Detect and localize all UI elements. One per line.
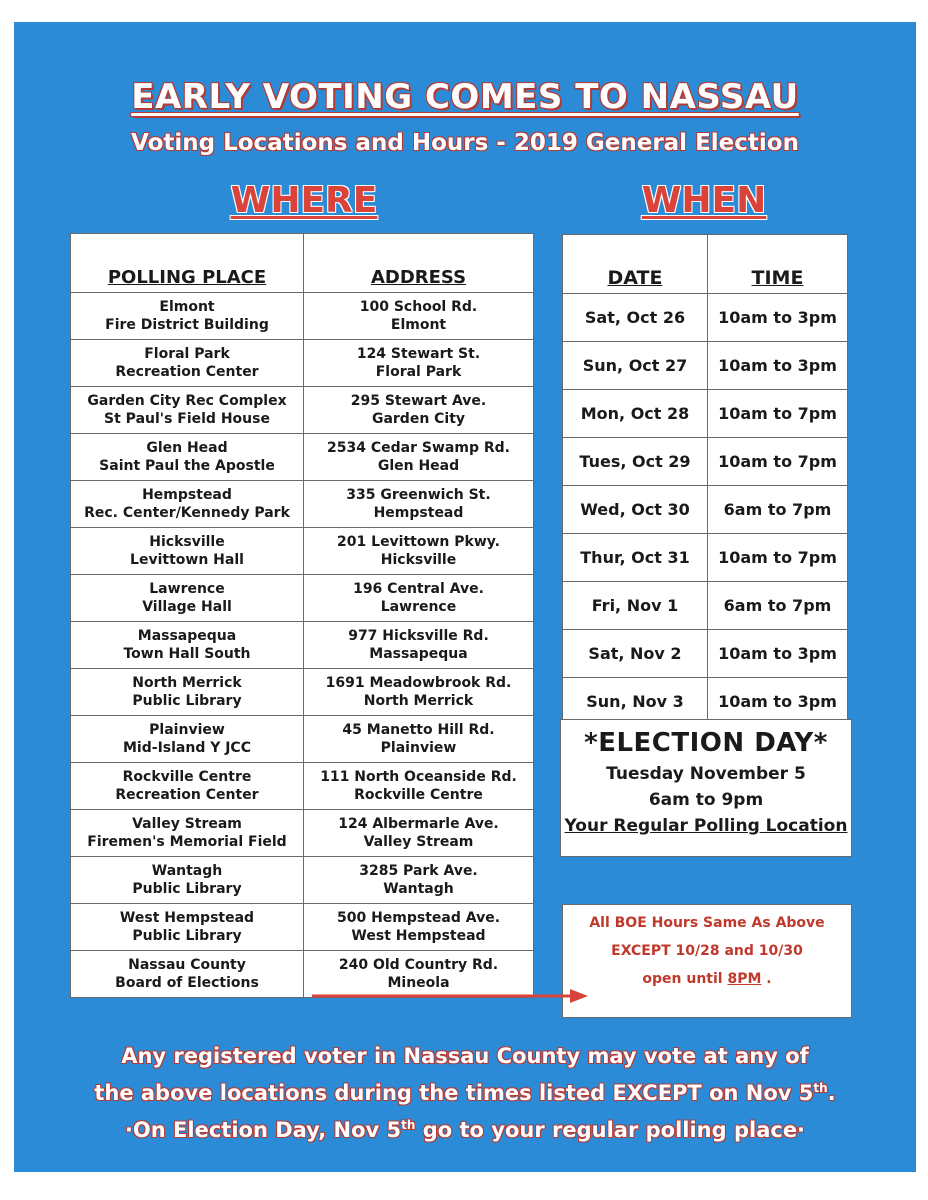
date-cell: Tues, Oct 29 (563, 438, 708, 486)
polling-place-cell (71, 622, 304, 669)
address-cell (304, 669, 534, 716)
footer-line2-text: the above locations during the times listed EXCEPT on Nov 5 (94, 1081, 814, 1105)
table-row (563, 534, 848, 582)
place-line1: Garden City Rec Complex (87, 393, 287, 409)
polling-place-cell (71, 810, 304, 857)
place-line1: Glen Head (146, 440, 228, 456)
election-day-date: Tuesday November 5 (606, 764, 806, 784)
date-cell: Mon, Oct 28 (563, 390, 708, 438)
place-line1: Plainview (149, 722, 225, 738)
polling-place-cell (71, 340, 304, 387)
footer-line3 (14, 1109, 916, 1146)
place-line2: Saint Paul the Apostle (99, 458, 275, 474)
address-line1: 240 Old Country Rd. (338, 957, 499, 973)
address-line2: Lawrence (380, 599, 457, 615)
address-line1: 3285 Park Ave. (359, 863, 478, 879)
table-row (71, 481, 534, 528)
address-cell (304, 293, 534, 340)
polling-place-cell (71, 716, 304, 763)
time-cell: 10am to 3pm (708, 678, 848, 726)
place-line2: Public Library (132, 928, 242, 944)
polling-place-cell (71, 857, 304, 904)
address-line2: Rockville Centre (354, 787, 483, 803)
footer-line2 (14, 1072, 916, 1109)
place-line1: Hempstead (142, 487, 232, 503)
table-row (71, 669, 534, 716)
address-line2: Mineola (387, 975, 450, 991)
polling-place-cell (71, 951, 304, 998)
address-line2: West Hempstead (351, 928, 486, 944)
place-line1: Elmont (159, 299, 215, 315)
address-cell (304, 763, 534, 810)
place-line1: West Hempstead (119, 910, 255, 926)
date-cell: Sat, Nov 2 (563, 630, 708, 678)
address-line1: 2534 Cedar Swamp Rd. (327, 440, 510, 456)
place-line1: Wantagh (151, 863, 223, 879)
place-line2: Recreation Center (115, 364, 259, 380)
footer-line2-sup: th (813, 1081, 828, 1095)
boe-hours-note (562, 904, 852, 1018)
flyer (14, 22, 916, 1172)
place-line2: Mid-Island Y JCC (123, 740, 251, 756)
when-heading: WHEN (641, 180, 767, 221)
address-cell (304, 716, 534, 763)
address-cell (304, 528, 534, 575)
address-line1: 111 North Oceanside Rd. (320, 769, 517, 785)
polling-place-cell (71, 293, 304, 340)
address-header: ADDRESS (304, 234, 534, 293)
address-cell (304, 904, 534, 951)
footer-line3-sup: th (401, 1118, 416, 1132)
table-row (71, 763, 534, 810)
address-line2: Floral Park (375, 364, 462, 380)
boe-note-suffix: . (766, 971, 772, 987)
table-row (563, 630, 848, 678)
place-line1: Rockville Centre (122, 769, 252, 785)
where-heading: WHERE (230, 180, 378, 221)
time-cell: 10am to 7pm (708, 438, 848, 486)
place-line2: Levittown Hall (130, 552, 244, 568)
address-line1: 124 Albermarle Ave. (338, 816, 499, 832)
polling-place-cell (71, 481, 304, 528)
address-cell (304, 481, 534, 528)
address-line1: 335 Greenwich St. (346, 487, 491, 503)
polling-place-header: POLLING PLACE (71, 234, 304, 293)
address-cell (304, 857, 534, 904)
table-header-row (71, 234, 534, 293)
place-line2: Public Library (132, 693, 242, 709)
address-line2: North Merrick (363, 693, 474, 709)
arrow-icon (312, 986, 592, 1006)
place-line2: Recreation Center (115, 787, 259, 803)
polling-place-cell (71, 904, 304, 951)
table-row (71, 904, 534, 951)
table-row (71, 434, 534, 481)
address-line1: 100 School Rd. (359, 299, 478, 315)
boe-note-prefix: open until (642, 971, 723, 987)
place-line2: Firemen's Memorial Field (87, 834, 287, 850)
time-cell: 6am to 7pm (708, 582, 848, 630)
place-line1: Massapequa (137, 628, 237, 644)
polling-place-cell (71, 669, 304, 716)
address-cell (304, 434, 534, 481)
polling-place-cell (71, 763, 304, 810)
table-row (71, 575, 534, 622)
address-line1: 124 Stewart St. (356, 346, 481, 362)
polling-place-cell (71, 434, 304, 481)
address-line2: Glen Head (377, 458, 460, 474)
table-row (71, 387, 534, 434)
place-line2: Village Hall (142, 599, 232, 615)
address-line2: Plainview (380, 740, 457, 756)
table-row (563, 294, 848, 342)
time-cell: 6am to 7pm (708, 486, 848, 534)
place-line2: Board of Elections (115, 975, 259, 991)
election-day-hours: 6am to 9pm (648, 790, 764, 810)
table-row (71, 293, 534, 340)
date-cell: Sun, Oct 27 (563, 342, 708, 390)
date-cell: Thur, Oct 31 (563, 534, 708, 582)
time-cell: 10am to 7pm (708, 534, 848, 582)
place-line1: Lawrence (149, 581, 225, 597)
table-row (563, 582, 848, 630)
place-line2: Rec. Center/Kennedy Park (84, 505, 290, 521)
address-cell (304, 387, 534, 434)
address-cell (304, 622, 534, 669)
table-row (71, 716, 534, 763)
address-line2: Elmont (390, 317, 447, 333)
table-row (563, 342, 848, 390)
time-cell: 10am to 3pm (708, 630, 848, 678)
polling-places-table (70, 233, 534, 998)
boe-note-line2: EXCEPT 10/28 and 10/30 (611, 943, 803, 959)
election-day-title: *ELECTION DAY* (584, 728, 828, 758)
page-title: EARLY VOTING COMES TO NASSAU (131, 77, 799, 117)
table-row (563, 438, 848, 486)
address-line1: 295 Stewart Ave. (350, 393, 487, 409)
address-line2: Wantagh (383, 881, 454, 897)
election-day-box (560, 719, 852, 857)
address-cell (304, 340, 534, 387)
address-line1: 45 Manetto Hill Rd. (342, 722, 495, 738)
boe-note-time: 8PM (727, 971, 762, 987)
time-header: TIME (708, 235, 848, 294)
boe-note-line1: All BOE Hours Same As Above (589, 915, 825, 931)
place-line2: St Paul's Field House (104, 411, 270, 427)
table-row (71, 622, 534, 669)
date-cell: Sat, Oct 26 (563, 294, 708, 342)
address-line1: 201 Levittown Pkwy. (337, 534, 500, 550)
address-line1: 196 Central Ave. (353, 581, 484, 597)
table-row (563, 486, 848, 534)
table-header-row (563, 235, 848, 294)
election-day-location: Your Regular Polling Location (564, 816, 848, 836)
table-row (563, 390, 848, 438)
schedule-table (562, 234, 848, 726)
place-line2: Town Hall South (123, 646, 251, 662)
table-row (71, 810, 534, 857)
polling-place-cell (71, 387, 304, 434)
address-line2: Valley Stream (363, 834, 474, 850)
footer-line3-text: ·On Election Day, Nov 5 (124, 1118, 402, 1142)
place-line2: Public Library (132, 881, 242, 897)
boe-note-line3 (563, 971, 851, 987)
table-row (71, 528, 534, 575)
polling-place-cell (71, 575, 304, 622)
footer-line3-end: go to your regular polling place· (415, 1118, 806, 1142)
polling-place-cell (71, 528, 304, 575)
place-line2: Fire District Building (105, 317, 269, 333)
place-line1: Valley Stream (132, 816, 242, 832)
date-cell: Sun, Nov 3 (563, 678, 708, 726)
time-cell: 10am to 3pm (708, 294, 848, 342)
table-row (71, 340, 534, 387)
date-cell: Wed, Oct 30 (563, 486, 708, 534)
place-line1: Nassau County (128, 957, 246, 973)
page-subtitle: Voting Locations and Hours - 2019 General Election (131, 130, 799, 156)
place-line1: Floral Park (144, 346, 230, 362)
address-line2: Garden City (371, 411, 466, 427)
address-line2: Massapequa (369, 646, 468, 662)
address-line1: 1691 Meadowbrook Rd. (325, 675, 512, 691)
place-line1: North Merrick (132, 675, 242, 691)
place-line1: Hicksville (149, 534, 225, 550)
address-line1: 977 Hicksville Rd. (348, 628, 489, 644)
date-cell: Fri, Nov 1 (563, 582, 708, 630)
footer-notice (14, 1040, 916, 1146)
time-cell: 10am to 3pm (708, 342, 848, 390)
table-row (71, 857, 534, 904)
time-cell: 10am to 7pm (708, 390, 848, 438)
address-cell (304, 575, 534, 622)
address-line2: Hicksville (380, 552, 457, 568)
address-line2: Hempstead (373, 505, 464, 521)
footer-line2-end: . (827, 1081, 836, 1105)
date-header: DATE (563, 235, 708, 294)
footer-line1: Any registered voter in Nassau County may vote at any of (121, 1044, 809, 1068)
address-cell (304, 810, 534, 857)
address-line1: 500 Hempstead Ave. (336, 910, 501, 926)
